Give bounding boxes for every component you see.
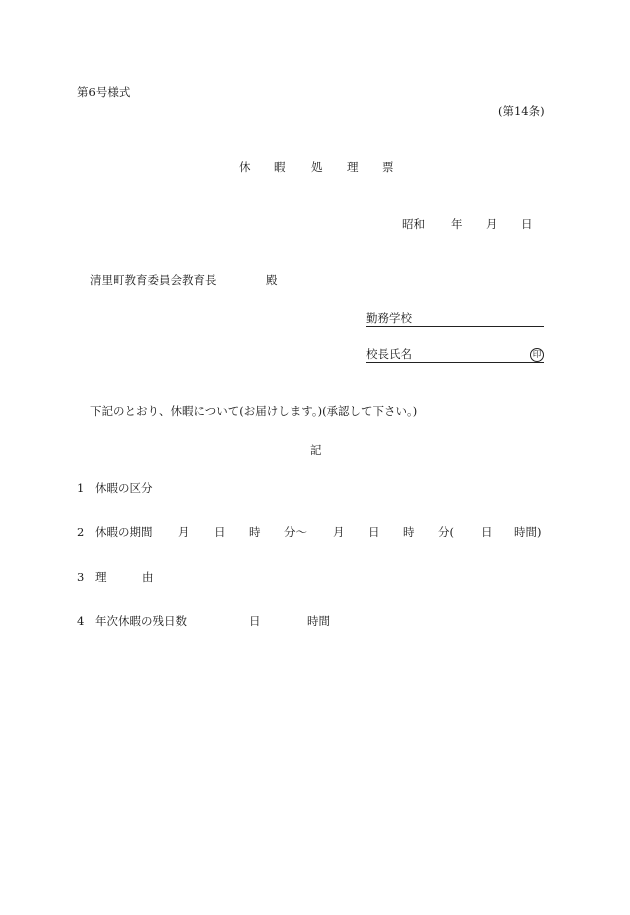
- remaining-days-unit: 日: [249, 614, 261, 628]
- period-start-hour: 時: [249, 525, 261, 539]
- item-label: 休暇の期間: [95, 525, 153, 539]
- title-char: 票: [382, 160, 394, 174]
- period-start-minute: 分〜: [284, 525, 307, 539]
- item-label-first: 理: [95, 570, 107, 584]
- item-number: 2: [77, 525, 85, 539]
- period-end-hour: 時: [403, 525, 415, 539]
- date-day: 日: [521, 217, 533, 231]
- date-year: 年: [451, 217, 463, 231]
- title-char: 暇: [274, 160, 286, 174]
- remaining-hours-unit: 時間: [307, 614, 330, 628]
- period-end-minute: 分(: [438, 525, 454, 539]
- statement: 下記のとおり、休暇について(お届けします。)(承認して下さい。): [90, 404, 418, 418]
- principal-field[interactable]: [366, 349, 544, 363]
- period-end-month: 月: [333, 525, 345, 539]
- period-total-days: 日: [481, 525, 493, 539]
- period-total-hours: 時間): [514, 525, 542, 539]
- date-era: 昭和: [402, 217, 425, 231]
- school-field[interactable]: [366, 313, 544, 327]
- article-reference: (第14条): [498, 104, 545, 118]
- item-label: 年次休暇の残日数: [95, 614, 187, 628]
- seal-mark: 印: [530, 348, 544, 362]
- title-char: 休: [239, 160, 251, 174]
- item-number: 4: [77, 614, 85, 628]
- principal-label: 校長氏名: [366, 347, 412, 361]
- form-number: 第6号様式: [77, 85, 131, 99]
- addressee: 清里町教育委員会教育長: [90, 273, 217, 287]
- title-char: 理: [347, 160, 359, 174]
- date-month: 月: [486, 217, 498, 231]
- item-label-second: 由: [142, 570, 154, 584]
- item-number: 1: [77, 481, 85, 495]
- item-label: 休暇の区分: [95, 481, 153, 495]
- school-label: 勤務学校: [366, 313, 544, 327]
- period-start-day: 日: [214, 525, 226, 539]
- period-end-day: 日: [368, 525, 380, 539]
- ki-heading: 記: [310, 443, 322, 457]
- title-char: 処: [311, 160, 323, 174]
- period-start-month: 月: [178, 525, 190, 539]
- item-number: 3: [77, 570, 85, 584]
- addressee-honorific: 殿: [266, 273, 278, 287]
